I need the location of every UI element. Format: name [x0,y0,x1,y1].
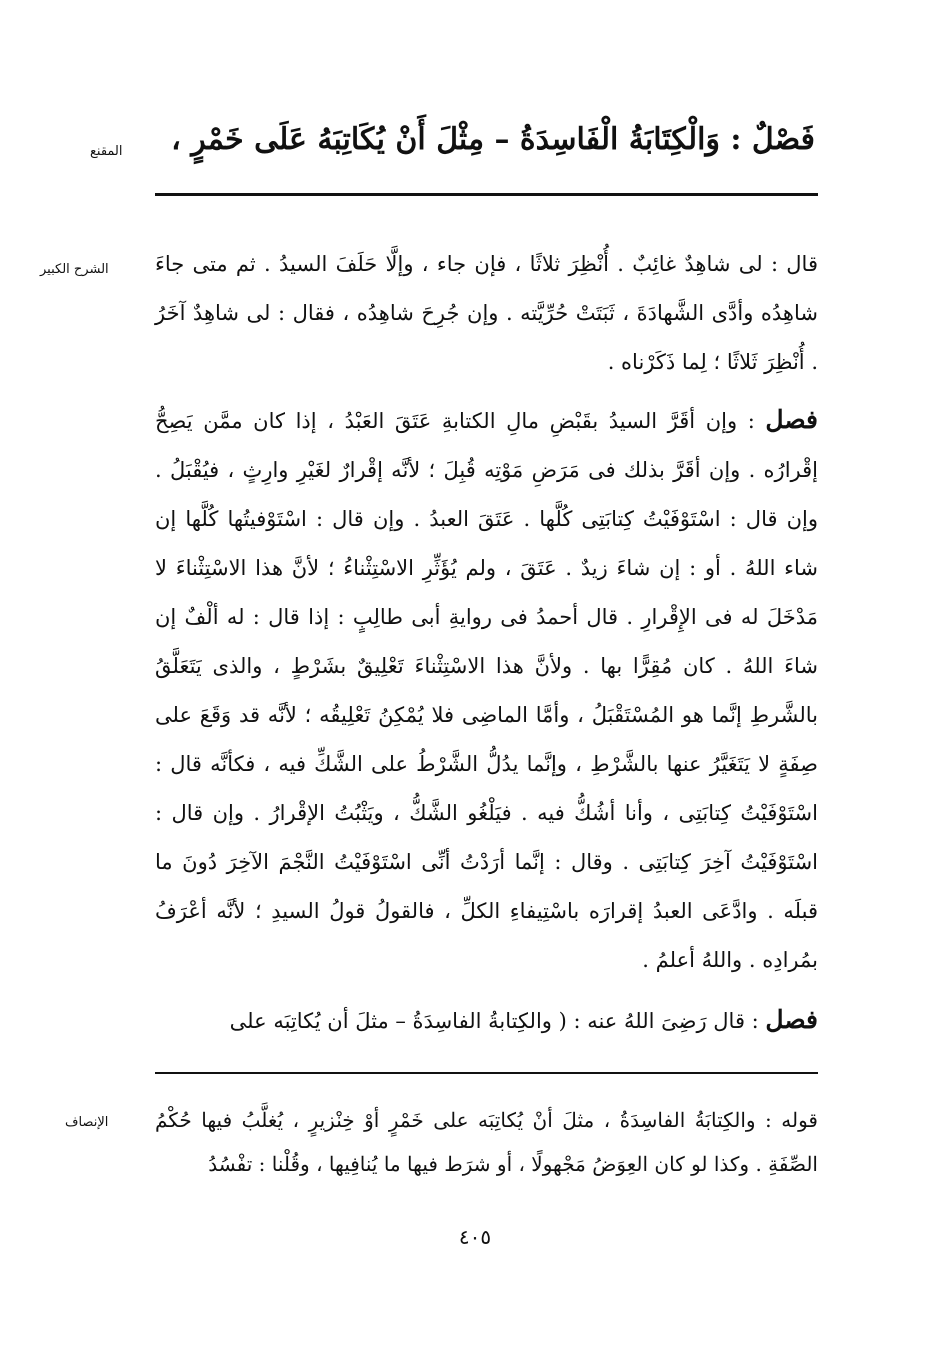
insaf-divider [155,1072,818,1074]
sharh-paragraph-1: قال : لى شاهِدٌ غائِبٌ . أُنْظِرَ ثلاثًا ، فإن جاء ، وإلَّا حَلَفَ السيدُ . ثم متى جاءَ شاهِدُه وأدَّى الشَّهادَةَ ، ثَبَتَتْ حُرِّيَّته . وإن جُرِحَ شاهِدُه ، فقال : لى شاهِدٌ آخَرُ . أُنْظِرَ ثَلاثًا ؛ لِما ذَكَرْناه . [155,252,818,374]
sharh-paragraph-3 [155,995,818,1046]
page-number: ٤٠٥ [458,1225,492,1249]
insaf-paragraph: قوله : والكِتابَةُ الفاسِدَةُ ، مثلَ أنْ يُكاتِبَه على خَمْرٍ أوْ خِنْزيرٍ ، يُغلَّبُ فيها حُكْمُ الصِّفَةِ . وكذا لو كان العِوَضُ مَجْهولًا ، أو شرَط فيها ما يُنافِيها ، وقُلْنا : تفْسُدُ [155,1108,818,1176]
sharh-paragraph-3-text: : قال رَضِىَ اللهُ عنه : ( والكِتابةُ الفاسِدَةُ – مثلَ أن يُكاتِبَه على [229,1009,759,1033]
sharh-paragraph-2 [155,395,818,985]
matn-text: وَالْكِتَابَةُ الْفَاسِدَةُ – مِثْلَ أَنْ يُكَاتِبَهُ عَلَى خَمْرٍ ، [171,122,720,157]
fasl-heading: فصل [765,1005,818,1034]
sharh-block [155,240,818,1046]
insaf-block [155,1098,818,1186]
matn-line [150,112,815,168]
sharh-paragraph-2-text: : وإن أقَرَّ السيدُ بقَبْضِ مالِ الكتابةِ عَتَقَ العَبْدُ ، إذا كان ممَّن يَصِحُّ إقْرارُه . وإن أقَرَّ بذلك فى مَرَضِ مَوْتِه قُبِلَ ؛ لأنَّه إقْرارٌ لغَيْرِ وارِثٍ ، فيُقْبَلُ . وإن قال : اسْتَوْفَيْتُ كِتابَتِى كُلَّها . عَتَقَ العبدُ . وإن قال : اسْتَوْفيتُها كُلَّها إن شاء اللهُ . أو : إن شاءَ زيدٌ . عَتَقَ ، ولم يُؤَثِّرِ الاسْتِثْناءُ ؛ لأنَّ هذا الاسْتِثْناءَ لا مَدْخَلَ له فى الإِقْرارِ . قال أحمدُ فى روايةِ أبى طالِبٍ : إذا قال : له ألْفٌ إن شاءَ اللهُ . كان مُقِرًّا بها . ولأنَّ هذا الاسْتِثْناءَ تَعْلِيقٌ بشَرْطٍ ، والذى يَتَعَلَّقُ بالشَّرطِ إنَّما هو المُسْتَقْبَلُ ، وأمَّا الماضِى فلا يُمْكِنُ تَعْلِيقُه ؛ لأنَّه قد وَقَعَ على صِفَةٍ لا يَتَغَيَّرُ عنها بالشَّرْطِ ، وإنَّما يدُلُّ الشَّرْطُ على الشَّكِّ فيه ، فكأنَّه قال : اسْتَوْفَيْتُ كِتابَتِى ، وأنا أشُكُّ فيه . فيَلْغُو الشَّكُّ ، ويَثْبُتُ الإقْرارُ . وإن قال : اسْتَوْفَيْتُ آخِرَ كِتابَتِى . وقال : إنَّما أرَدْتُ أنِّى اسْتَوْفَيْتُ النَّجْمَ الآخِرَ دُونَ ما قبلَه . وادَّعَى العبدُ إقرارَه باسْتِيفاءِ الكلِّ ، فالقولُ قولُ السيدِ ؛ لأنَّه أعْرَفُ بمُرادِه . واللهُ أعلمُ . [155,409,818,972]
matn-divider [155,193,818,196]
fasl-heading: فصل [765,405,818,434]
side-label-muqni: المقنع [90,144,123,159]
matn-fasl: فَصْلٌ : [730,122,815,157]
side-label-insaf: الإنصاف [65,1115,109,1130]
side-label-sharh: الشرح الكبير [40,262,109,277]
